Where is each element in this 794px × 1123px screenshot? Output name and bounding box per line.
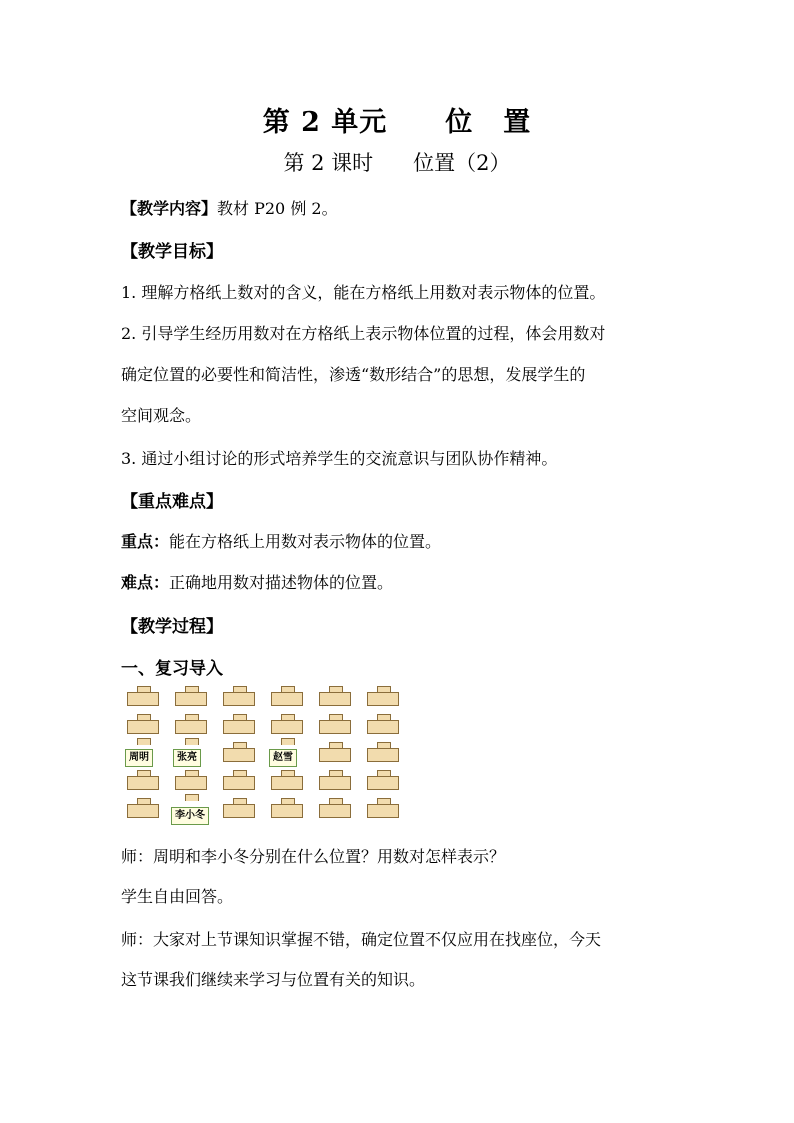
desk xyxy=(367,714,399,734)
desk-body xyxy=(223,804,255,818)
desk xyxy=(367,742,399,762)
desk-body xyxy=(175,720,207,734)
goal-line-5: 3. 通过小组讨论的形式培养学生的交流意识与团队协作精神。 xyxy=(121,449,558,468)
desk xyxy=(271,798,303,818)
hard-text: 正确地用数对描述物体的位置。 xyxy=(169,573,394,592)
name-tag-lixiaodong: 李小冬 xyxy=(171,807,209,825)
desk-body xyxy=(223,776,255,790)
desk xyxy=(319,798,351,818)
desk xyxy=(319,742,351,762)
goal-line-1: 1. 理解方格纸上数对的含义，能在方格纸上用数对表示物体的位置。 xyxy=(121,283,606,302)
section-1-heading: 一、复习导入 xyxy=(121,659,223,679)
desk xyxy=(367,770,399,790)
desk-body xyxy=(223,692,255,706)
desk xyxy=(319,714,351,734)
title-part2: 置 xyxy=(503,107,532,138)
key-text: 能在方格纸上用数对表示物体的位置。 xyxy=(169,532,442,551)
title-part1: 位 xyxy=(445,107,474,138)
answer-line: 学生自由回答。 xyxy=(121,887,234,906)
desk-body xyxy=(175,692,207,706)
desk xyxy=(319,770,351,790)
desk-body xyxy=(319,720,351,734)
classroom-seating-figure xyxy=(125,686,401,826)
desk xyxy=(271,770,303,790)
key-point-line xyxy=(121,529,441,552)
process-heading: 【教学过程】 xyxy=(121,617,223,637)
desk xyxy=(127,686,159,706)
unit-label: 第 2 单元 xyxy=(262,107,388,138)
desk-body xyxy=(271,776,303,790)
name-tag-zhangliang: 张亮 xyxy=(173,749,201,767)
desk xyxy=(223,714,255,734)
desk-top xyxy=(185,738,199,745)
desk xyxy=(127,798,159,818)
desk-body xyxy=(367,804,399,818)
desk-body xyxy=(319,692,351,706)
desk xyxy=(127,714,159,734)
desk-body xyxy=(319,776,351,790)
desk-top xyxy=(137,738,151,745)
desk-body xyxy=(367,720,399,734)
desk xyxy=(175,686,207,706)
hard-label: 难点： xyxy=(121,573,170,592)
desk-body xyxy=(367,776,399,790)
desk xyxy=(175,714,207,734)
desk-body xyxy=(127,720,159,734)
lesson-title xyxy=(0,147,794,177)
teacher-line-1: 师：大家对上节课知识掌握不错，确定位置不仅应用在找座位，今天 xyxy=(121,930,602,949)
desk-body xyxy=(223,720,255,734)
desk xyxy=(127,770,159,790)
desk-body xyxy=(367,748,399,762)
desk xyxy=(223,798,255,818)
teacher-line-2: 这节课我们继续来学习与位置有关的知识。 xyxy=(121,970,426,989)
desk xyxy=(367,798,399,818)
desk-body xyxy=(127,804,159,818)
question-line: 师：周明和李小冬分别在什么位置？用数对怎样表示？ xyxy=(121,847,506,866)
desk xyxy=(271,714,303,734)
desk xyxy=(319,686,351,706)
desk-body xyxy=(319,748,351,762)
desk xyxy=(367,686,399,706)
goal-line-3: 确定位置的必要性和简洁性，渗透“数形结合”的思想，发展学生的 xyxy=(121,365,586,384)
desk-body xyxy=(127,692,159,706)
desk-body xyxy=(223,748,255,762)
hard-point-line xyxy=(121,570,393,593)
desk-body xyxy=(175,776,207,790)
goal-line-4: 空间观念。 xyxy=(121,406,202,425)
name-tag-zhouming: 周明 xyxy=(125,749,153,767)
unit-title xyxy=(0,100,794,139)
desk-body xyxy=(271,720,303,734)
desk xyxy=(223,770,255,790)
desk-body xyxy=(319,804,351,818)
content-line xyxy=(121,196,338,219)
desk-body xyxy=(367,692,399,706)
desk-top xyxy=(185,794,199,801)
content-text: 教材 P20 例 2。 xyxy=(217,199,338,218)
lesson-topic: 位置（2） xyxy=(413,151,511,175)
desk-body xyxy=(127,776,159,790)
desk xyxy=(271,686,303,706)
keypoints-heading: 【重点难点】 xyxy=(121,492,223,512)
desk xyxy=(223,686,255,706)
desk xyxy=(175,770,207,790)
goals-heading: 【教学目标】 xyxy=(121,242,223,262)
desk xyxy=(223,742,255,762)
desk-top xyxy=(281,738,295,745)
desk-body xyxy=(271,804,303,818)
desk-body xyxy=(271,692,303,706)
name-tag-zhaoxue: 赵雪 xyxy=(269,749,297,767)
lesson-label: 第 2 课时 xyxy=(283,151,374,175)
content-label: 【教学内容】 xyxy=(121,199,218,218)
goal-line-2: 2. 引导学生经历用数对在方格纸上表示物体位置的过程，体会用数对 xyxy=(121,324,606,343)
key-label: 重点： xyxy=(121,532,170,551)
